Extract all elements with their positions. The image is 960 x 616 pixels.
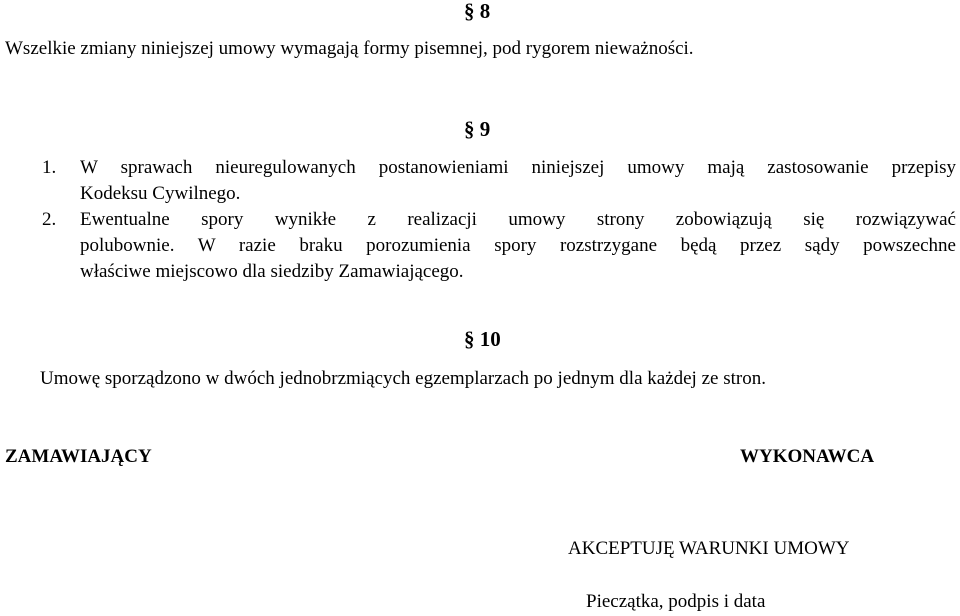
item-number: 2. [42,209,57,230]
section-10-heading: § 10 [464,327,501,351]
item-line: właściwe miejscowo dla siedziby Zamawiającego. [80,261,464,282]
item-line: W sprawach nieuregulowanych postanowieniami niniejszej umowy mają zastosowanie przepisy [80,157,956,178]
section-10-paragraph: Umowę sporządzono w dwóch jednobrzmiących egzemplarzach po jednym dla każdej ze stron. [40,368,766,389]
signature-right-party: WYKONAWCA [740,446,875,467]
item-number: 1. [42,157,57,178]
stamp-signature-note: Pieczątka, podpis i data [586,591,766,612]
section-9-heading: § 9 [464,117,491,141]
acceptance-text: AKCEPTUJĘ WARUNKI UMOWY [568,538,850,559]
signature-left-party: ZAMAWIAJĄCY [5,446,152,467]
section-8-heading: § 8 [464,0,491,23]
item-line: Kodeksu Cywilnego. [80,183,241,204]
item-line: Ewentualne spory wynikłe z realizacji umowy strony zobowiązują się rozwiązywać [80,209,956,230]
section-8-paragraph: Wszelkie zmiany niniejszej umowy wymagają formy pisemnej, pod rygorem nieważności. [5,38,694,59]
item-line: polubownie. W razie braku porozumienia spory rozstrzygane będą przez sądy powszechne [80,235,956,256]
